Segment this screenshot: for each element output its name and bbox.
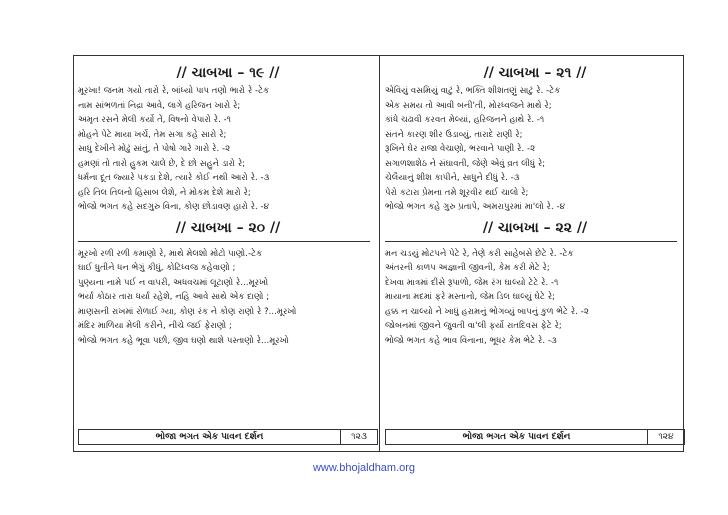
verse-line: નામ સાંભળતાં નિદ્રા આવે, લાગે હરિજન ખારો રે; — [78, 99, 241, 110]
verse-line: એવિયું વસમિયું વાટું રે, ભક્તિ શીશતણું સાટું રે. -ટેક — [385, 85, 561, 95]
verse-line: ભોજો ભગત કહે ભૂવા પછી, જીવ ઘણો થાશે પસ્તાણો રે...મૂરખો — [78, 334, 289, 345]
verse-line: અંતરની કાળપ અજ્ઞાની જીવની, કેમ કરી મેટે રે; — [385, 262, 550, 272]
title-rule — [78, 241, 370, 242]
verse-line: ઘાઈ ધુતીને ધન ભેગું કીધું, કોટિધ્વજ કહેવાણો ; — [78, 262, 236, 272]
song-title: // ચાબખા – ૧૯ // — [176, 65, 280, 81]
verse-line: સંતને કારણ શીર ઉડાવ્યું, તારાદે રાણી રે; — [385, 128, 523, 139]
verse-line: ભોજો ભગત કહે ગુરુ પ્રતાપે, અમરાપુરમાં મા'લો રે. -૪ — [385, 201, 565, 211]
verse-line: એક સમય તો આવી બની'તી, મોરધ્વજને માથે રે; — [385, 99, 552, 110]
verse-line: ધર્મના દૂત જ્યારે પકડા દેશે, ત્યારે કોઈ નથી આરો રે. -૩ — [78, 172, 270, 182]
website-url: www.bhojaldham.org — [312, 462, 416, 474]
verse-line: ભર્યા કોઠાર તારા ધર્યા રહેશે, નહિ આવે સાથે એક દાણો ; — [78, 291, 270, 301]
verse-line: કાંધે ચઢાવી કરવત મેલ્યાં, હરિજનને હાથે રે. -૧ — [385, 114, 545, 124]
verse-line: દેખવા માત્રમાં દીસે રૂપાળો, જેમ રંગ ઘાલ્યો ટેટે રે. -૧ — [385, 276, 559, 287]
verse-line: અમૃત રસને મેલી કર્યો તેં, વિષનો વેપારો રે. -૧ — [78, 114, 231, 124]
verse-line: મૂરખો રળી રળી કમાણો રે, માથે મેલશો મોટો પાણો.-ટેક — [78, 247, 263, 258]
verse-line: પેરો કટારા પ્રેમના તમે શૂરવીર થઈ ચાલો રે; — [385, 186, 529, 197]
footer-book-title: ભોજા ભગત એક પાવન દર્શન — [386, 430, 648, 444]
verse-line: ભોજો ભગત કહે સદગુરુ વિના, કોણ છોડાવણ હારો રે. -૪ — [78, 201, 269, 211]
song-verses — [385, 246, 685, 348]
verse-line: મોહને પેટે માયા ખર્ચે, તેમ સગા કહે સારો રે; — [78, 128, 227, 139]
title-rule — [385, 241, 677, 242]
verse-line: હરિ તિલ તિલનો હિસાબ લેશે, ને મોકમ દેશે મારો રે; — [78, 186, 251, 197]
verse-line: ચેલૈયાનું શીશ કાપીને, સાધુને દીધું રે. -૩ — [385, 172, 520, 182]
song-verses — [78, 83, 378, 214]
page-divider — [379, 56, 380, 451]
page-number: ૧૨૩ — [351, 432, 367, 442]
verse-line: ભોજો ભગત કહે ભાવ વિનાના, ભૂધર કેમ ભેટે રે. -૩ — [385, 334, 557, 345]
verse-line: હક્ક ન ચાલ્યો ને ખાધું હરામનું ભોગવ્યું બાપનું કુળ ભેટે રે. -૨ — [385, 305, 589, 316]
verse-line: પુણ્યના નામે પઈ ન વાપરી, અધવચમાં લૂટાણો રે...મૂરખો — [78, 276, 269, 287]
verse-line: મંદિર માળિયા મેલી કરીને, નીચે જઈ ફેરાણો ; — [78, 320, 232, 330]
book-spread — [73, 55, 684, 452]
footer-book-title: ભોજા ભગત એક પાવન દર્શન — [79, 430, 341, 444]
verse-line: મન ચડયું મોટપને પેટે રે, તેણે કરી સાહેબસે છેટે રે. -ટેક — [385, 247, 574, 258]
verse-line: રૂખિને ઘેર રાજા વેચાણો, ભરવાને પાણી રે. -૨ — [385, 143, 536, 153]
song-title: // ચાબખા – ૨૧ // — [483, 65, 587, 81]
verse-line: જોબનમાં જીવને જુવતી વા'લી ફર્યો રાતદિવસ ફેટે રે; — [385, 320, 562, 330]
verse-line: સાધુ દેખીને મોઢું સાંતું, તે પોષો ગારે ગારો રે. -૨ — [78, 143, 231, 153]
song-title: // ચાબખા – ૨૨ // — [482, 219, 588, 236]
song-title: // ચાબખા – ૨૦ // — [175, 219, 281, 236]
verse-line: હમણાં તો તારો હુકમ ચાલે છે, દે છો સહુને ડારો રે; — [78, 157, 246, 168]
verse-line: માયાના મદમાં ફરે મસ્તાનો, જેમ ડિલ ઘાલ્યું ઘેટે રે; — [385, 291, 556, 301]
page-footer — [78, 429, 378, 445]
left-page — [78, 56, 378, 451]
page-footer — [385, 429, 685, 445]
song-verses — [385, 83, 685, 214]
verse-line: માણસની રાખમાં રોળાઈ ગ્યા, કોણ રંક ને કોણ રાણો રે ?...મૂરખો — [78, 305, 297, 316]
song-verses — [78, 246, 378, 348]
verse-line: સગાળશાશેઠ ને સંઘાવતી, જેણે એવું વ્રત લીધું રે; — [385, 157, 546, 168]
page-number: ૧૨૪ — [658, 432, 674, 442]
right-page — [385, 56, 685, 451]
verse-line: મૂરખા! જનમ ગયો તારો રે, બાંધ્યો પાપ તણો ભારો રે -ટેક — [78, 85, 270, 95]
